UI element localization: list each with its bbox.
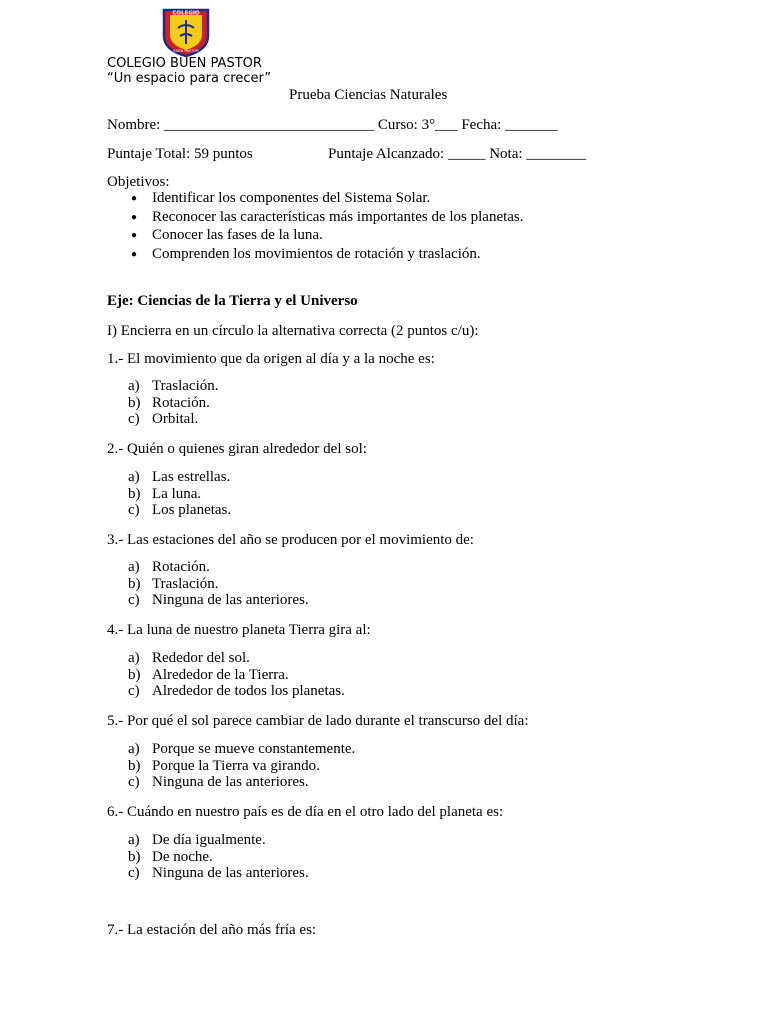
option-text: De noche. <box>152 848 213 865</box>
option-text: Porque la Tierra va girando. <box>152 757 320 774</box>
grade-line: ________ <box>526 146 587 162</box>
question-6: 6.- Cuándo en nuestro país es de día en el otro lado del planeta es: <box>107 804 504 820</box>
option[interactable] <box>128 865 309 882</box>
question-4-options <box>128 650 345 700</box>
question-2-options <box>128 469 231 519</box>
question-4: 4.- La luna de nuestro planeta Tierra gira al: <box>107 622 371 638</box>
total-value: 59 puntos <box>194 146 253 162</box>
option-letter: b) <box>128 394 141 411</box>
option-text: Alrededor de la Tierra. <box>152 666 289 683</box>
question-5: 5.- Por qué el sol parece cambiar de lado durante el transcurso del día: <box>107 713 529 729</box>
option[interactable] <box>128 469 231 486</box>
option-text: Porque se mueve constantemente. <box>152 741 356 757</box>
option[interactable] <box>128 502 231 519</box>
option-letter: c) <box>128 411 140 428</box>
option-letter: c) <box>128 865 140 882</box>
date-line: _______ <box>505 117 558 133</box>
option[interactable] <box>128 395 219 412</box>
question-3: 3.- Las estaciones del año se producen por el movimiento de: <box>107 532 474 548</box>
option[interactable] <box>128 741 355 758</box>
course-label: Curso: <box>377 117 418 133</box>
objective-item: ● Comprenden los movimientos de rotación y traslación. <box>131 246 524 265</box>
objectives-list <box>131 190 524 264</box>
option-text: La luna. <box>152 485 202 502</box>
objective-item: ● Identificar los componentes del Sistema Solar. <box>131 190 524 209</box>
question-7: 7.- La estación del año más fría es: <box>107 922 317 938</box>
option-letter: b) <box>128 666 141 683</box>
option[interactable] <box>128 576 309 593</box>
option[interactable] <box>128 758 355 775</box>
school-name: COLEGIO BUEN PASTOR <box>107 56 262 71</box>
option[interactable] <box>128 378 219 395</box>
option-letter: a) <box>128 469 140 485</box>
option-letter: a) <box>128 741 140 757</box>
option-text: Ninguna de las anteriores. <box>152 865 309 882</box>
option-text: Orbital. <box>152 411 199 428</box>
option-letter: c) <box>128 774 140 791</box>
option[interactable] <box>128 832 309 849</box>
question-2: 2.- Quién o quienes giran alrededor del sol: <box>107 441 367 457</box>
question-3-options <box>128 559 309 609</box>
course-value: 3°___ <box>421 117 458 133</box>
option-letter: c) <box>128 502 140 519</box>
option-text: Traslación. <box>152 575 219 592</box>
achieved-score <box>328 146 586 163</box>
achieved-line: _____ <box>447 146 486 162</box>
option-text: Ninguna de las anteriores. <box>152 592 309 609</box>
option-letter: a) <box>128 832 140 848</box>
objective-item: ● Reconocer las características más importantes de los planetas. <box>131 209 524 228</box>
option-letter: b) <box>128 848 141 865</box>
option-letter: a) <box>128 559 140 575</box>
option-text: Rotación. <box>152 394 210 411</box>
option[interactable] <box>128 486 231 503</box>
logo-subtext: BUEN PASTOR <box>173 49 199 53</box>
date-label: Fecha: <box>461 117 502 133</box>
question-1: 1.- El movimiento que da origen al día y a la noche es: <box>107 351 435 367</box>
option-letter: b) <box>128 575 141 592</box>
instructions: I) Encierra en un círculo la alternativa correcta (2 puntos c/u): <box>107 323 479 339</box>
option-letter: c) <box>128 592 140 609</box>
option-text: Traslación. <box>152 378 219 394</box>
objective-item: ● Conocer las fases de la luna. <box>131 227 524 246</box>
option[interactable] <box>128 559 309 576</box>
option-text: Ninguna de las anteriores. <box>152 774 309 791</box>
option-letter: c) <box>128 683 140 700</box>
option[interactable] <box>128 683 345 700</box>
option-text: Rededor del sol. <box>152 650 250 666</box>
question-5-options <box>128 741 355 791</box>
total-label: Puntaje Total: <box>107 146 191 162</box>
total-score <box>107 146 253 163</box>
question-1-options <box>128 378 219 428</box>
name-line: ____________________________ <box>164 117 375 133</box>
name-label: Nombre: <box>107 117 161 133</box>
option-text: Rotación. <box>152 559 210 575</box>
option[interactable] <box>128 849 309 866</box>
school-logo <box>160 6 212 58</box>
option-letter: b) <box>128 757 141 774</box>
option-letter: a) <box>128 378 140 394</box>
question-6-options <box>128 832 309 882</box>
option-text: Las estrellas. <box>152 469 231 485</box>
option[interactable] <box>128 592 309 609</box>
achieved-label: Puntaje Alcanzado: <box>328 146 445 162</box>
name-row <box>107 117 558 134</box>
grade-label: Nota: <box>489 146 523 162</box>
objectives-label: Objetivos: <box>107 174 170 190</box>
option-text: Los planetas. <box>152 502 232 519</box>
logo-text: COLEGIO <box>172 10 200 17</box>
option-text: De día igualmente. <box>152 832 266 848</box>
option[interactable] <box>128 411 219 428</box>
option-text: Alrededor de todos los planetas. <box>152 683 345 700</box>
option-letter: a) <box>128 650 140 666</box>
option-letter: b) <box>128 485 141 502</box>
school-motto: “Un espacio para crecer” <box>107 71 272 86</box>
option[interactable] <box>128 650 345 667</box>
option[interactable] <box>128 667 345 684</box>
page-title: Prueba Ciencias Naturales <box>289 87 448 103</box>
option[interactable] <box>128 774 355 791</box>
axis-heading: Eje: Ciencias de la Tierra y el Universo <box>107 293 358 309</box>
